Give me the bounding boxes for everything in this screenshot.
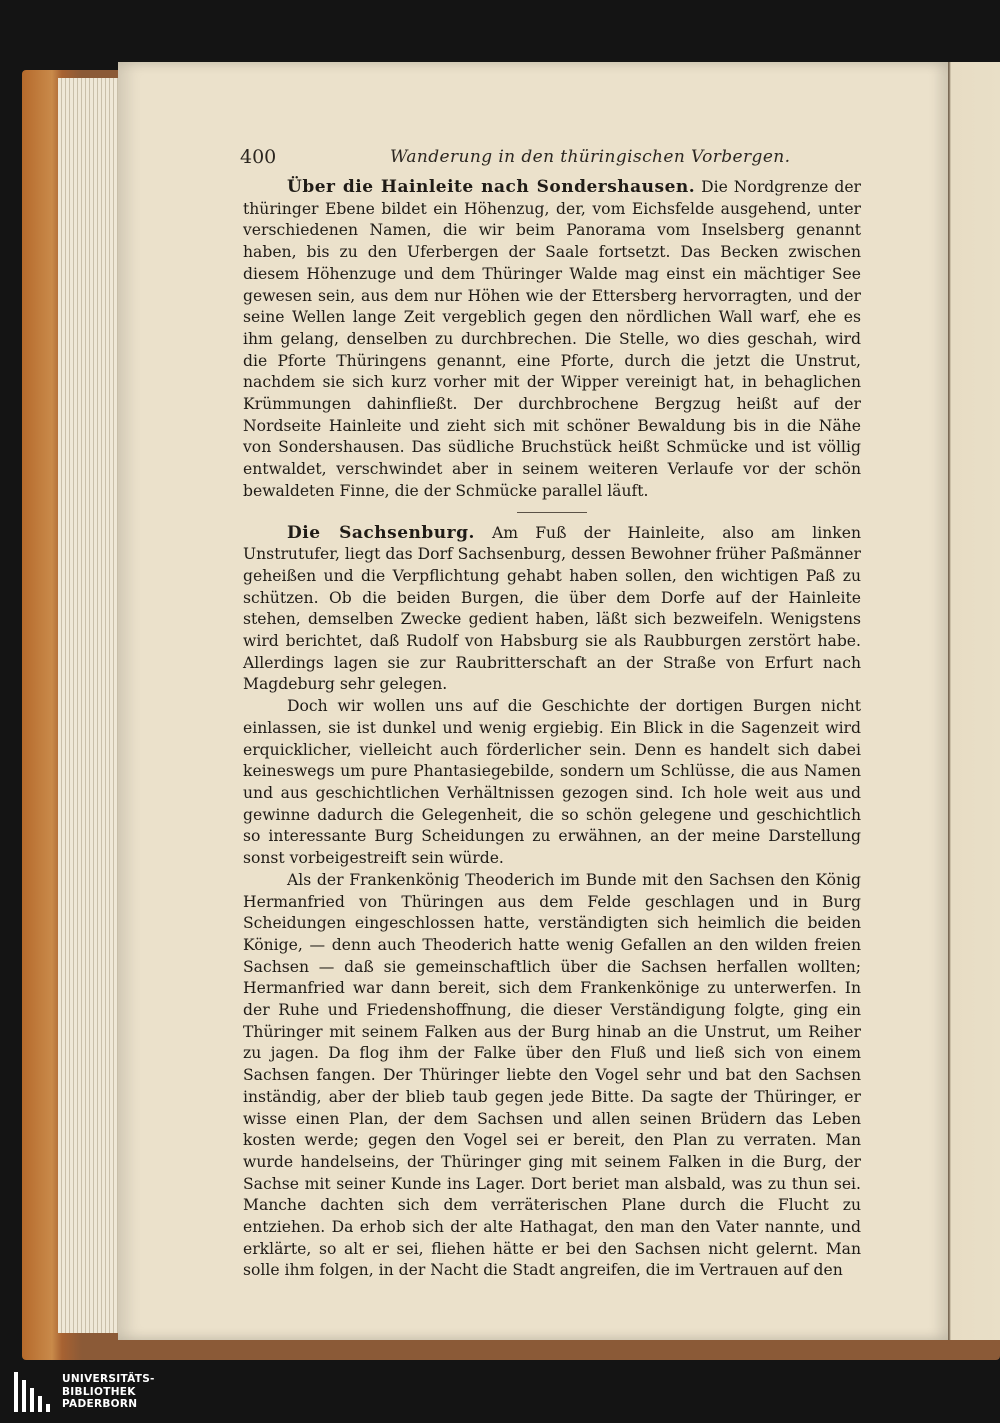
paragraph-hainleite	[243, 177, 861, 503]
logo-bar	[38, 1396, 42, 1412]
paragraph-sachsenburg	[243, 523, 861, 697]
section-heading-hainleite: Über die Hainleite nach Sondershausen.	[287, 177, 696, 197]
logo-line-1: UNIVERSITÄTS-	[62, 1373, 155, 1385]
text-block	[243, 177, 861, 1282]
section-divider	[517, 512, 587, 513]
running-head	[240, 146, 860, 168]
paragraph-theoderich: Als der Frankenkönig Theoderich im Bunde mit den Sachsen den König Hermanfried von Thüringen aus dem Felde geschlagen und in Burg Scheidungen eingeschlossen hatte, verständigten sich heimlich die beiden Könige, — denn auch Theoderich hatte wenig Gefallen an den wilden freien Sachsen — daß sie gemeinschaftlich über die Sachsen herfallen wollten; Hermanfried war dann bereit, sich dem Frankenkönige zu unterwerfen. In der Ruhe und Friedenshoffnung, die dieser Verständigung folgte, ging ein Thüringer mit seinem Falken aus der Burg hinab an die Unstrut, um Reiher zu jagen. Da flog ihm der Falke über den Fluß und ließ sich von einem Sachsen fangen. Der Thüringer liebte den Vogel sehr und bat den Sachsen inständig, aber der blieb taub gegen jede Bitte. Da sagte der Thüringer, er wisse einen Plan, der dem Sachsen und allen seinen Brüdern das Leben kosten werde; gegen den Vogel sei er bereit, den Plan zu verraten. Man wurde handelseins, der Thüringer ging mit seinem Falken in die Burg, der Sachse mit seiner Kunde ins Lager. Dort beriet man alsbald, was zu thun sei. Manche dachten sich dem verräterischen Plane durch die Flucht zu entziehen. Da erhob sich der alte Hathagat, den man den Vater nannte, und erklärte, so alt er sei, fliehen hätte er bei den Sachsen nicht gelernt. Man solle ihm folgen, in der Nacht die Stadt angreifen, die im Vertrauen auf den	[243, 870, 861, 1280]
library-logo	[14, 1370, 164, 1416]
logo-bar	[14, 1372, 18, 1412]
page-number: 400	[240, 146, 277, 168]
section-heading-sachsenburg: Die Sachsenburg.	[287, 522, 475, 543]
logo-line-3: PADERBORN	[62, 1398, 138, 1410]
next-page-edge	[945, 62, 1000, 1340]
library-logo-text	[62, 1373, 155, 1411]
logo-bar	[30, 1388, 34, 1412]
library-logo-icon	[14, 1372, 52, 1412]
paragraph-text: Die Nordgrenze der thüringer Ebene bildet ein Höhenzug, der, vom Eichsfelde ausgehend, unter verschiedenen Namen, die wir beim Panorama vom Inselsberg genannt haben, bis zu den Uferbergen der Saale fortsetzt. Das Becken zwischen diesem Höhenzuge und dem Thüringer Walde mag einst ein mächtiger See gewesen sein, aus dem nur Höhen wie der Ettersberg hervorragten, und der seine Wellen lange Zeit vergeblich gegen den nördlichen Wall warf, ehe es ihm gelang, denselben zu durchbrechen. Die Stelle, wo dies geschah, wird die Pforte Thüringens genannt, eine Pforte, durch die jetzt die Unstrut, nachdem sie sich kurz vorher mit der Wipper vereinigt hat, in behaglichen Krümmungen dahinfließt. Der durchbrochene Bergzug heißt auf der Nordseite Hainleite und zieht sich mit schöner Bewaldung bis in die Nähe von Sondershausen. Das südliche Bruchstück heißt Schmücke und ist völlig entwaldet, verschwindet aber in seinem weiteren Verlaufe vor der schön bewaldeten Finne, die der Schmücke parallel läuft.	[243, 178, 861, 500]
logo-line-2: BIBLIOTHEK	[62, 1385, 136, 1398]
paragraph-text: Am Fuß der Hainleite, also am linken Unstrutufer, liegt das Dorf Sachsenburg, dessen Bewohner früher Paßmänner geheißen und die Verpflichtung gehabt haben sollen, den wichtigen Paß zu schützen. Ob die beiden Burgen, die über dem Dorfe auf der Hainleite stehen, demselben Zwecke gedient haben, läßt sich bezweifeln. Wenigstens wird berichtet, daß Rudolf von Habsburg sie als Raubburgen zerstört habe. Allerdings lagen sie zur Raubritterschaft an der Straße von Erfurt nach Magdeburg sehr gelegen.	[243, 523, 861, 694]
paragraph-sagenzeit: Doch wir wollen uns auf die Geschichte der dortigen Burgen nicht einlassen, sie ist dunkel und wenig ergiebig. Ein Blick in die Sagenzeit wird erquicklicher, vielleicht auch förderlicher sein. Denn es handelt sich dabei keineswegs um pure Phantasiegebilde, sondern um Schlüsse, die aus Namen und aus geschichtlichen Verhältnissen gezogen sind. Ich hole weit aus und gewinne dadurch die Gelegenheit, die so schön gelegene und geschichtlich so interessante Burg Scheidungen zu erwähnen, an der meine Darstellung sonst vorbeigestreift sein würde.	[243, 697, 861, 868]
logo-bar	[22, 1380, 26, 1412]
logo-bar	[46, 1404, 50, 1412]
running-title: Wanderung in den thüringischen Vorbergen.	[390, 147, 791, 167]
